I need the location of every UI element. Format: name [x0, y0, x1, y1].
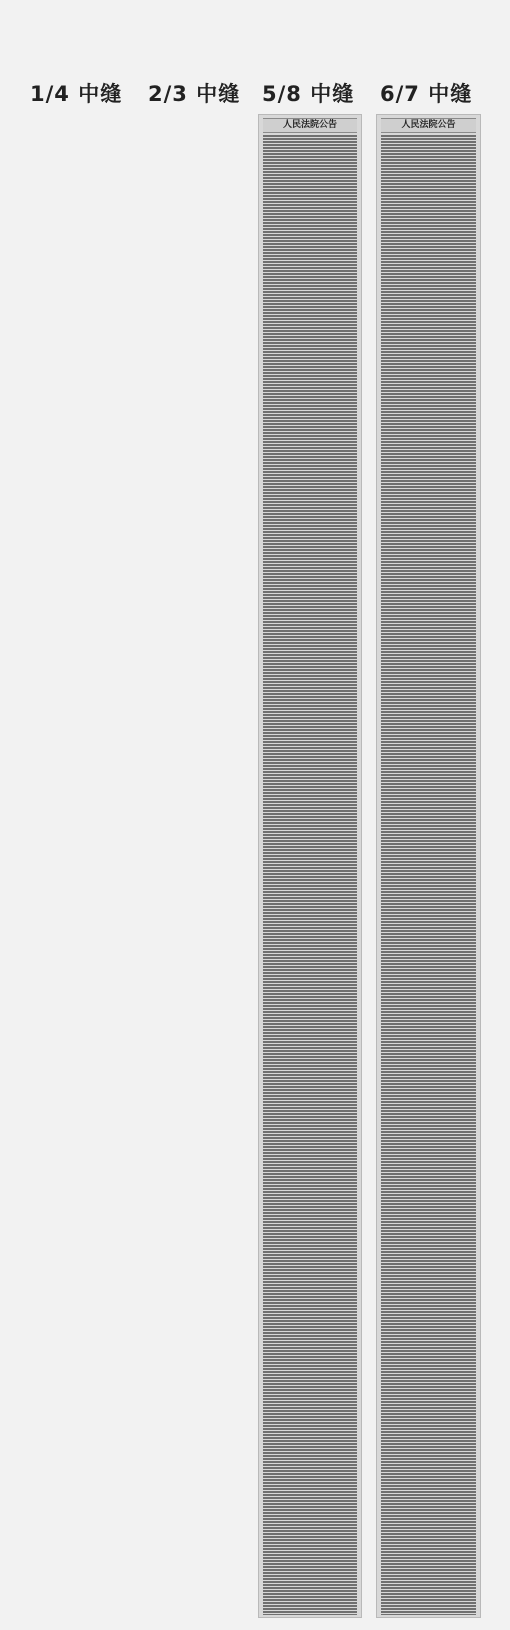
court-notice-column-left: [258, 114, 362, 1618]
notice-text-block: [381, 135, 476, 1615]
fold-headings: [0, 78, 510, 112]
column-title: 人民法院公告: [263, 118, 357, 133]
court-notice-column-right: [376, 114, 481, 1618]
heading-2-3-fold: 2/3 中缝: [148, 82, 241, 106]
notice-text-block: [263, 135, 357, 1615]
heading-5-8-fold: 5/8 中缝: [262, 82, 355, 106]
column-title: 人民法院公告: [381, 118, 476, 133]
heading-6-7-fold: 6/7 中缝: [380, 82, 473, 106]
heading-1-4-fold: 1/4 中缝: [30, 82, 123, 106]
